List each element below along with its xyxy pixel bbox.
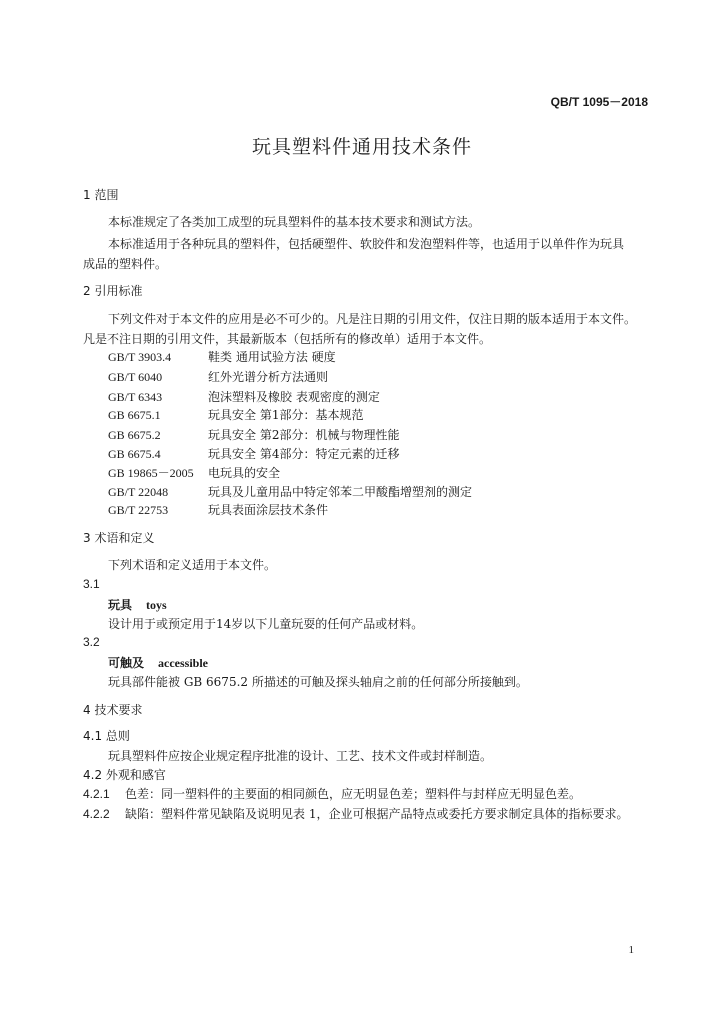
- reference-code: GB/T 6343: [108, 390, 163, 404]
- section-2-paragraph-1-cont: 凡是不注日期的引用文件，其最新版本（包括所有的修改单）适用于本文件。: [83, 332, 492, 346]
- reference-item: [108, 389, 380, 405]
- reference-item: [108, 369, 328, 385]
- clause-number: 4.2.1: [83, 787, 110, 801]
- section-1-heading: 1 范围: [83, 188, 119, 202]
- term-1-definition: 设计用于或预定用于14岁以下儿童玩耍的任何产品或材料。: [108, 617, 424, 631]
- reference-title: 玩具安全 第2部分：机械与物理性能: [208, 428, 400, 442]
- section-2-paragraph-1: 下列文件对于本文件的应用是必不可少的。凡是注日期的引用文件，仅注日期的版本适用于本文件。: [108, 312, 637, 326]
- reference-code: GB 6675.4: [108, 447, 161, 461]
- clause-text: 缺陷：塑料件常见缺陷及说明见表 1，企业可根据产品特点或委托方要求制定具体的指标要求。: [125, 807, 629, 821]
- document-title: 玩具塑料件通用技术条件: [251, 136, 472, 158]
- reference-code: GB 6675.1: [108, 408, 161, 422]
- reference-code: GB/T 22753: [108, 503, 169, 517]
- section-4-heading: 4 技术要求: [83, 703, 143, 717]
- section-1-paragraph-2-cont: 成品的塑料件。: [83, 257, 168, 271]
- term-1-english: toys: [146, 598, 167, 612]
- term-1-name: [108, 597, 167, 613]
- reference-code: GB 6675.2: [108, 428, 161, 442]
- reference-code: GB/T 22048: [108, 485, 169, 499]
- term-2-definition: 玩具部件能被 GB 6675.2 所描述的可触及探头轴肩之前的任何部分所接触到。: [108, 675, 528, 689]
- reference-code: GB/T 3903.4: [108, 350, 172, 364]
- clause-number: 4.2.2: [83, 807, 110, 821]
- section-4-2-2: [83, 806, 628, 822]
- section-3-intro: 下列术语和定义适用于本文件。: [108, 558, 277, 572]
- section-1-paragraph-1: 本标准规定了各类加工成型的玩具塑料件的基本技术要求和测试方法。: [108, 215, 481, 229]
- section-2-heading: 2 引用标准: [83, 284, 143, 298]
- reference-title: 红外光谱分析方法通则: [208, 370, 329, 384]
- section-3-heading: 3 术语和定义: [83, 531, 155, 545]
- reference-title: 电玩具的安全: [208, 466, 281, 480]
- section-4-2-1: [83, 786, 581, 802]
- reference-title: 泡沫塑料及橡胶 表观密度的测定: [208, 390, 380, 404]
- reference-title: 玩具安全 第1部分：基本规范: [208, 408, 364, 422]
- reference-item: [108, 427, 399, 443]
- section-4-1-heading: 4.1 总则: [83, 729, 130, 743]
- reference-code: GB 19865－2005: [108, 466, 194, 480]
- reference-title: 玩具表面涂层技术条件: [208, 503, 329, 517]
- term-2-chinese: 可触及: [108, 656, 145, 670]
- reference-item: [108, 502, 328, 518]
- clause-text: 色差：同一塑料件的主要面的相同颜色，应无明显色差；塑料件与封样应无明显色差。: [125, 787, 582, 801]
- standard-code: QB/T 1095－2018: [550, 95, 648, 109]
- section-4-2-heading: 4.2 外观和感官: [83, 768, 166, 782]
- term-2-number: 3.2: [83, 635, 100, 649]
- reference-item: [108, 446, 399, 462]
- reference-title: 玩具安全 第4部分：特定元素的迁移: [208, 447, 400, 461]
- reference-code: GB/T 6040: [108, 370, 163, 384]
- reference-item: [108, 465, 280, 481]
- term-1-number: 3.1: [83, 577, 100, 591]
- reference-item: [108, 484, 472, 500]
- term-2-english: accessible: [158, 656, 209, 670]
- reference-item: [108, 407, 363, 423]
- section-1-paragraph-2: 本标准适用于各种玩具的塑料件，包括硬塑件、软胶件和发泡塑料件等，也适用于以单件作为玩具: [108, 237, 625, 251]
- reference-item: [108, 349, 336, 365]
- term-2-name: [108, 655, 208, 671]
- reference-title: 鞋类 通用试验方法 硬度: [208, 350, 336, 364]
- section-4-1-text: 玩具塑料件应按企业规定程序批准的设计、工艺、技术文件或封样制造。: [108, 749, 493, 763]
- page-number: 1: [628, 944, 634, 956]
- term-1-chinese: 玩具: [108, 598, 133, 612]
- reference-title: 玩具及儿童用品中特定邻苯二甲酸酯增塑剂的测定: [208, 485, 473, 499]
